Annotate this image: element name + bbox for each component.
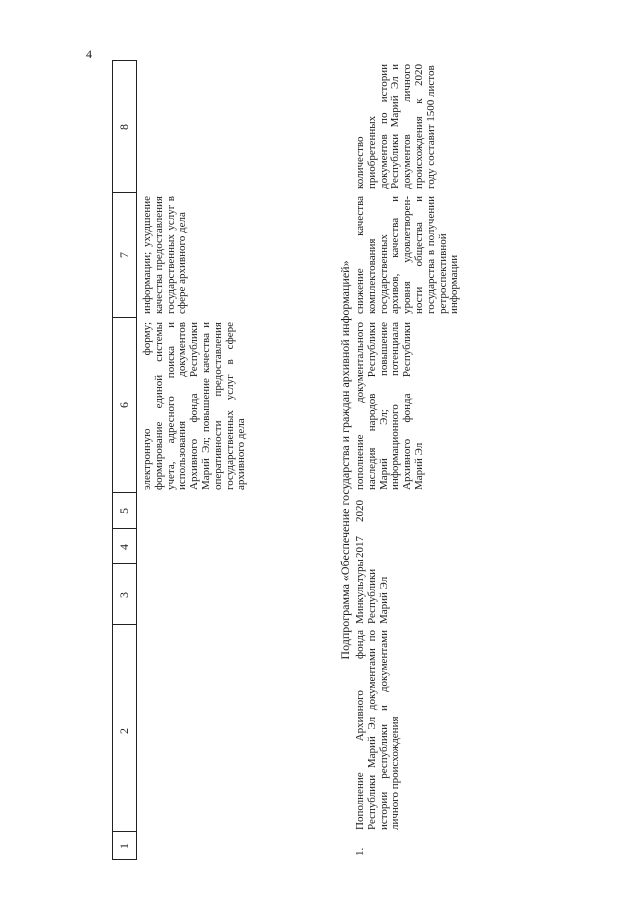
header-col-7: 7: [117, 252, 131, 258]
column-divider: [112, 624, 136, 625]
header-col-5: 5: [117, 508, 131, 514]
column-divider: [112, 528, 136, 529]
page-number: 4: [86, 47, 92, 61]
indicator-cell: количество приобретенных документов по истории Республики Марий Эл и документов личного происхождения к 2020 году составит 1500 листов: [354, 64, 437, 189]
rotated-table-sheet: [112, 60, 532, 860]
table-header-border: [136, 60, 137, 860]
header-col-1: 1: [117, 843, 131, 849]
consequences-cell: снижение качества комплектования государственных архивов, качества и уровня удовлетворен-ности общества и государства в получении ретроспективной информации: [354, 196, 461, 314]
subprogram-title: Подпрограмма «Обеспечение государства и граждан архивной информацией»: [338, 260, 352, 660]
header-col-3: 3: [117, 592, 131, 598]
start-year-cell: 2017: [354, 536, 366, 558]
header-col-4: 4: [117, 544, 131, 550]
column-divider: [112, 563, 136, 564]
expected-result-cell: пополнение документального наследия народов Республики Марий Эл; повышение информационного потенциала Архивного фонда Республики Марий Эл: [354, 322, 425, 490]
end-year-cell: 2020: [354, 500, 366, 522]
table-top-border: [112, 60, 113, 860]
column-divider: [112, 859, 136, 860]
header-col-6: 6: [117, 402, 131, 408]
header-col-8: 8: [117, 124, 131, 130]
column-divider: [112, 192, 136, 193]
continuation-result-cell: электронную форму; формирование единой системы учета, адресного поиска и использования документов Архивного фонда Республики Марий Эл; повышение качества и оперативности предоставления государственных услуг в сфере архивного дела: [141, 322, 248, 490]
row-number: 1.: [354, 847, 366, 856]
measure-name-cell: Пополнение Архивного фонда Республики Марий Эл документами по истории республики и документами личного происхождения: [354, 630, 402, 830]
header-col-2: 2: [117, 728, 131, 734]
column-divider: [112, 831, 136, 832]
column-divider: [112, 60, 136, 61]
column-divider: [112, 492, 136, 493]
continuation-consequences-cell: информации; ухудшение качества предоставления государственных услуг в сфере архивного дела: [141, 196, 189, 314]
column-divider: [112, 317, 136, 318]
executor-cell: Минкультуры Республики Марий Эл: [354, 559, 390, 624]
